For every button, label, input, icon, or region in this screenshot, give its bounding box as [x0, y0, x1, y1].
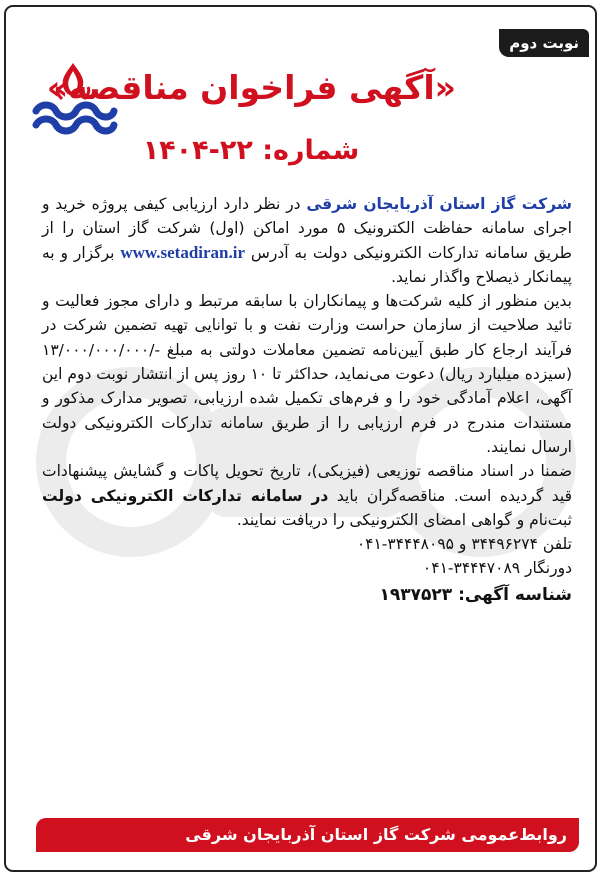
setadiran-link[interactable]: www.setadiran.ir	[120, 242, 246, 262]
phone-number-2: ۰۴۱-۳۴۴۴۸۰۹۵	[356, 535, 454, 554]
fax-line	[42, 556, 572, 580]
registration-system: در سامانه تدارکات الکترونیکی دولت	[42, 486, 329, 505]
phone-and: و	[458, 535, 467, 554]
phone-number-1: ۳۴۴۹۶۲۷۴	[471, 535, 538, 554]
ad-id-label: شناسه آگهی:	[458, 584, 572, 605]
registration-text: ضمنا در اسناد مناقصه توزیعی (فیزیکی)، تاریخ تحویل پاکات و گشایش پیشنهادات قید گردیده است. مناقصه‌گران باید	[42, 462, 572, 505]
fax-label: دورنگار	[525, 559, 572, 578]
paragraph-registration	[42, 459, 572, 532]
phone-label: تلفن	[542, 535, 572, 554]
paragraph-intro	[42, 192, 572, 289]
fax-number: ۰۴۱-۳۴۴۴۷۰۸۹	[422, 559, 521, 578]
notice-frame	[4, 5, 597, 872]
footer-banner: روابط‌عمومی شرکت گاز استان آذربایجان شرقی	[36, 818, 579, 852]
ad-id-line	[42, 583, 572, 607]
ad-id-value: ۱۹۳۷۵۲۳	[379, 584, 453, 605]
notice-body	[42, 192, 572, 607]
notice-number: شماره: ۲۲-۱۴۰۴	[142, 135, 360, 166]
notice-title: «آگهی فراخوان مناقصه»	[46, 68, 456, 107]
phone-line	[42, 532, 572, 556]
corner-tag: نوبت دوم	[499, 29, 589, 57]
intro-tail: برگزار و به پیمانکار ذیصلاح واگذار نماید.	[42, 243, 572, 286]
intro-text: در نظر دارد ارزیابی کیفی پروژه خرید و اجرای سامانه حفاظت الکترونیک ۵ مورد اماکن (اول) شرکت گاز استان را از طریق سامانه تدارکات الکترونیکی دولت به آدرس	[42, 195, 572, 262]
company-name: شرکت گاز استان آذربایجان شرقی	[306, 195, 572, 213]
registration-tail: ثبت‌نام و گواهی امضای الکترونیکی را دریافت نمایند.	[236, 510, 572, 529]
paragraph-invitation: بدین منظور از کلیه شرکت‌ها و پیمانکاران با سابقه مرتبط و دارای مجوز فعالیت و تائید صلاحیت از سازمان حراست وزارت نفت و با توانایی تهیه تضمین شرکت در فرآیند ارجاع کار طبق آیین‌نامه تضمین معاملات دولتی به مبلغ -/۱۳/۰۰۰/۰۰۰/۰۰۰ (سیزده میلیارد ریال) دعوت می‌نماید، حداکثر تا ۱۰ روز پس از انتشار نوبت دوم این آگهی، اعلام آمادگی خود را و فرم‌های تکمیل شده ارزیابی، تصویر مدارک مذکور و مستندات مندرج در فرم ارزیابی را از طریق سامانه تدارکات الکترونیکی دولت ارسال نمایند.	[42, 292, 572, 456]
